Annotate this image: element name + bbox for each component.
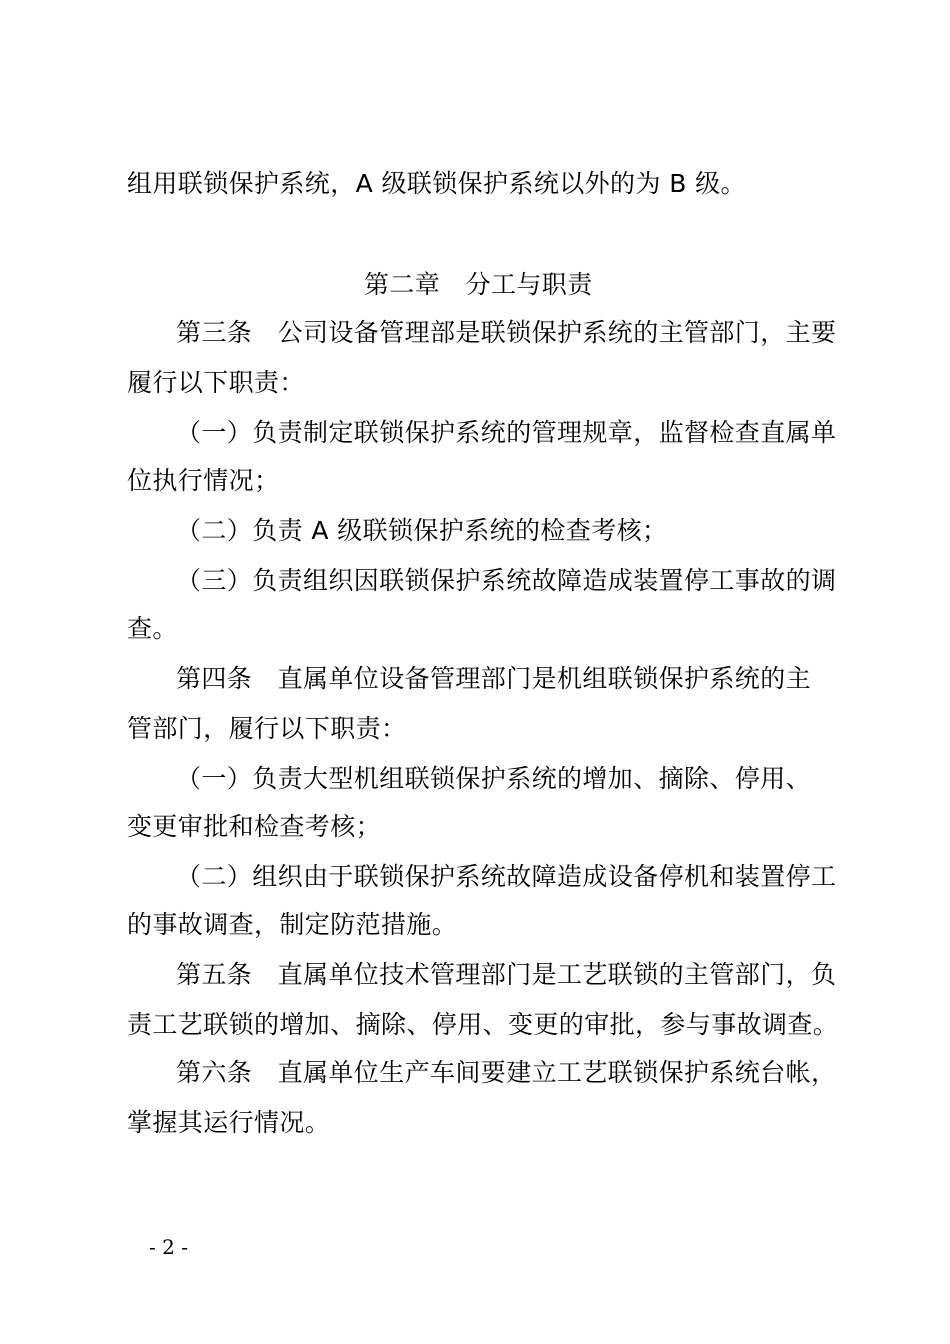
text-line: 责工艺联锁的增加、摘除、停用、变更的审批，参与事故调查。 xyxy=(127,1010,839,1039)
text-line: （二）负责 A 级联锁保护系统的检查考核； xyxy=(176,516,668,545)
text-line: 掌握其运行情况。 xyxy=(127,1108,331,1137)
page-number: - 2 - xyxy=(149,1235,188,1259)
text-line: 第三条 公司设备管理部是联锁保护系统的主管部门，主要 xyxy=(176,318,837,347)
text-line: 第五条 直属单位技术管理部门是工艺联锁的主管部门，负 xyxy=(176,960,837,989)
text-line: （三）负责组织因联锁保护系统故障造成装置停工事故的调 xyxy=(176,566,837,595)
chapter-heading: 第二章 分工与职责 xyxy=(364,270,593,299)
text-line: 变更审批和检查考核； xyxy=(127,812,382,841)
text-line: （一）负责大型机组联锁保护系统的增加、摘除、停用、 xyxy=(176,764,812,793)
text-line: 查。 xyxy=(127,614,178,643)
text-line: 位执行情况； xyxy=(127,466,280,495)
text-line: 组用联锁保护系统，A 级联锁保护系统以外的为 B 级。 xyxy=(127,169,746,198)
text-line: 履行以下职责： xyxy=(127,368,305,397)
text-line: 的事故调查，制定防范措施。 xyxy=(127,910,458,939)
text-line: 第六条 直属单位生产车间要建立工艺联锁保护系统台帐， xyxy=(176,1058,837,1087)
text-line: 管部门，履行以下职责： xyxy=(127,714,407,743)
text-line: （二）组织由于联锁保护系统故障造成设备停机和装置停工 xyxy=(176,862,837,891)
text-line: 第四条 直属单位设备管理部门是机组联锁保护系统的主 xyxy=(176,664,812,693)
text-line: （一）负责制定联锁保护系统的管理规章，监督检查直属单 xyxy=(176,418,837,447)
